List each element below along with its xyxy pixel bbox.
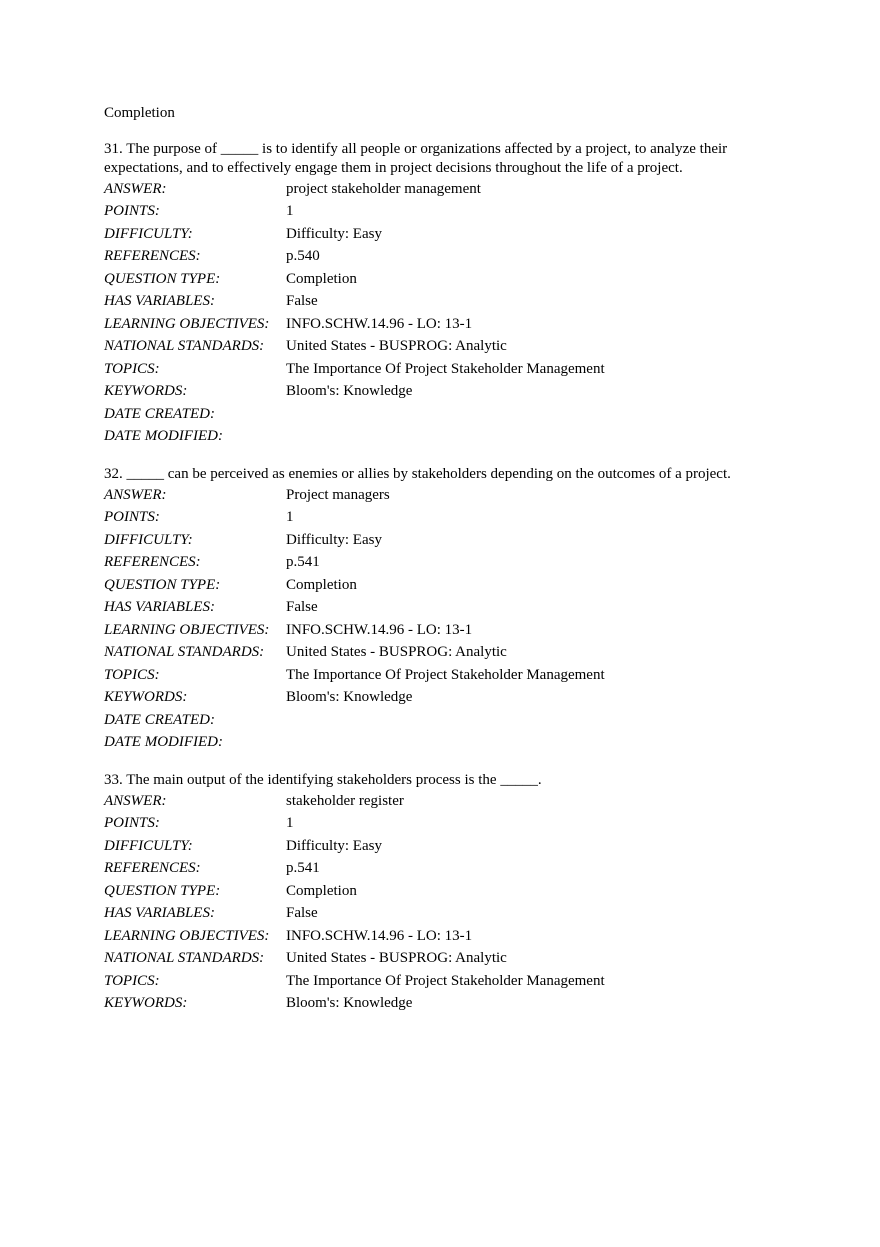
- meta-label: DIFFICULTY:: [104, 225, 193, 242]
- meta-label: DATE MODIFIED:: [104, 428, 223, 445]
- meta-label: REFERENCES:: [104, 860, 201, 877]
- meta-value: Bloom's: Knowledge: [286, 383, 413, 400]
- meta-label: KEYWORDS:: [104, 689, 188, 706]
- meta-label: POINTS:: [104, 203, 160, 220]
- meta-value: Completion: [286, 270, 357, 287]
- meta-label: POINTS:: [104, 509, 160, 526]
- meta-value: Difficulty: Easy: [286, 837, 382, 854]
- meta-value: Difficulty: Easy: [286, 531, 382, 548]
- question-32: [104, 465, 784, 754]
- meta-value: p.540: [286, 248, 320, 265]
- meta-label: DATE CREATED:: [104, 405, 215, 422]
- meta-row-points: [104, 507, 605, 530]
- meta-value: False: [286, 599, 318, 616]
- meta-row-references: [104, 246, 605, 269]
- meta-label: NATIONAL STANDARDS:: [104, 950, 265, 967]
- meta-value: United States - BUSPROG: Analytic: [286, 644, 507, 661]
- meta-label: DATE CREATED:: [104, 711, 215, 728]
- meta-value: Difficulty: Easy: [286, 225, 382, 242]
- section-heading: Completion: [104, 105, 175, 121]
- meta-label: NATIONAL STANDARDS:: [104, 338, 265, 355]
- meta-row-answer: [104, 790, 605, 813]
- meta-label: TOPICS:: [104, 360, 160, 377]
- meta-value: United States - BUSPROG: Analytic: [286, 950, 507, 967]
- meta-row-national-standards: [104, 948, 605, 971]
- meta-value: p.541: [286, 860, 320, 877]
- meta-value: United States - BUSPROG: Analytic: [286, 338, 507, 355]
- meta-label: HAS VARIABLES:: [104, 599, 215, 616]
- meta-label: TOPICS:: [104, 972, 160, 989]
- meta-value: The Importance Of Project Stakeholder Management: [286, 972, 605, 989]
- meta-row-has-variables: [104, 903, 605, 926]
- meta-value: [286, 732, 605, 755]
- meta-row-question-type: [104, 880, 605, 903]
- meta-row-keywords: [104, 993, 605, 1016]
- meta-row-has-variables: [104, 597, 605, 620]
- meta-label: LEARNING OBJECTIVES:: [104, 621, 270, 638]
- meta-value: False: [286, 293, 318, 310]
- meta-value: 1: [286, 815, 294, 832]
- meta-row-question-type: [104, 574, 605, 597]
- meta-row-difficulty: [104, 835, 605, 858]
- meta-row-question-type: [104, 268, 605, 291]
- meta-label: REFERENCES:: [104, 554, 201, 571]
- meta-row-date-created: [104, 709, 605, 732]
- meta-value: project stakeholder management: [286, 180, 481, 197]
- meta-label: TOPICS:: [104, 666, 160, 683]
- question-text: 32. _____ can be perceived as enemies or allies by stakeholders depending on the outcomes of a project.: [104, 466, 731, 482]
- meta-label: HAS VARIABLES:: [104, 905, 215, 922]
- question-metadata-table: [104, 178, 605, 448]
- meta-label: ANSWER:: [104, 486, 167, 503]
- meta-label: DIFFICULTY:: [104, 837, 193, 854]
- meta-value: [286, 403, 605, 426]
- meta-value: Project managers: [286, 486, 390, 503]
- meta-label: QUESTION TYPE:: [104, 576, 221, 593]
- meta-label: ANSWER:: [104, 792, 167, 809]
- meta-row-points: [104, 201, 605, 224]
- document-page: [104, 104, 784, 1032]
- meta-value: [286, 709, 605, 732]
- meta-row-topics: [104, 664, 605, 687]
- meta-row-points: [104, 813, 605, 836]
- meta-label: POINTS:: [104, 815, 160, 832]
- meta-label: QUESTION TYPE:: [104, 882, 221, 899]
- meta-value: Bloom's: Knowledge: [286, 995, 413, 1012]
- meta-row-national-standards: [104, 642, 605, 665]
- meta-label: NATIONAL STANDARDS:: [104, 644, 265, 661]
- meta-value: INFO.SCHW.14.96 - LO: 13-1: [286, 927, 473, 944]
- meta-row-answer: [104, 178, 605, 201]
- meta-label: LEARNING OBJECTIVES:: [104, 315, 270, 332]
- question-metadata-table: [104, 484, 605, 754]
- meta-value: The Importance Of Project Stakeholder Management: [286, 666, 605, 683]
- meta-value: Bloom's: Knowledge: [286, 689, 413, 706]
- meta-row-references: [104, 858, 605, 881]
- meta-label: KEYWORDS:: [104, 995, 188, 1012]
- meta-row-learning-objectives: [104, 619, 605, 642]
- question-metadata-table: [104, 790, 605, 1015]
- meta-label: DIFFICULTY:: [104, 531, 193, 548]
- meta-label: LEARNING OBJECTIVES:: [104, 927, 270, 944]
- meta-label: KEYWORDS:: [104, 383, 188, 400]
- meta-row-topics: [104, 358, 605, 381]
- meta-value: The Importance Of Project Stakeholder Management: [286, 360, 605, 377]
- meta-label: ANSWER:: [104, 180, 167, 197]
- question-33: [104, 771, 784, 1015]
- meta-row-topics: [104, 970, 605, 993]
- meta-value: stakeholder register: [286, 792, 404, 809]
- meta-value: p.541: [286, 554, 320, 571]
- question-31: [104, 140, 784, 448]
- meta-row-national-standards: [104, 336, 605, 359]
- meta-label: DATE MODIFIED:: [104, 734, 223, 751]
- meta-value: False: [286, 905, 318, 922]
- meta-value: 1: [286, 509, 294, 526]
- meta-value: Completion: [286, 882, 357, 899]
- meta-row-learning-objectives: [104, 313, 605, 336]
- meta-row-keywords: [104, 687, 605, 710]
- meta-value: 1: [286, 203, 294, 220]
- meta-row-date-modified: [104, 426, 605, 449]
- meta-value: INFO.SCHW.14.96 - LO: 13-1: [286, 315, 473, 332]
- meta-row-date-created: [104, 403, 605, 426]
- question-text: 31. The purpose of _____ is to identify all people or organizations affected by a project, to analyze their expectations, and to effectively engage them in project decisions throughout the life of a project.: [104, 141, 728, 176]
- question-text: 33. The main output of the identifying stakeholders process is the _____.: [104, 772, 542, 788]
- meta-label: QUESTION TYPE:: [104, 270, 221, 287]
- meta-row-keywords: [104, 381, 605, 404]
- meta-row-has-variables: [104, 291, 605, 314]
- meta-row-difficulty: [104, 223, 605, 246]
- meta-row-answer: [104, 484, 605, 507]
- meta-label: REFERENCES:: [104, 248, 201, 265]
- meta-row-references: [104, 552, 605, 575]
- meta-row-difficulty: [104, 529, 605, 552]
- meta-label: HAS VARIABLES:: [104, 293, 215, 310]
- meta-row-learning-objectives: [104, 925, 605, 948]
- meta-row-date-modified: [104, 732, 605, 755]
- meta-value: INFO.SCHW.14.96 - LO: 13-1: [286, 621, 473, 638]
- meta-value: [286, 426, 605, 449]
- meta-value: Completion: [286, 576, 357, 593]
